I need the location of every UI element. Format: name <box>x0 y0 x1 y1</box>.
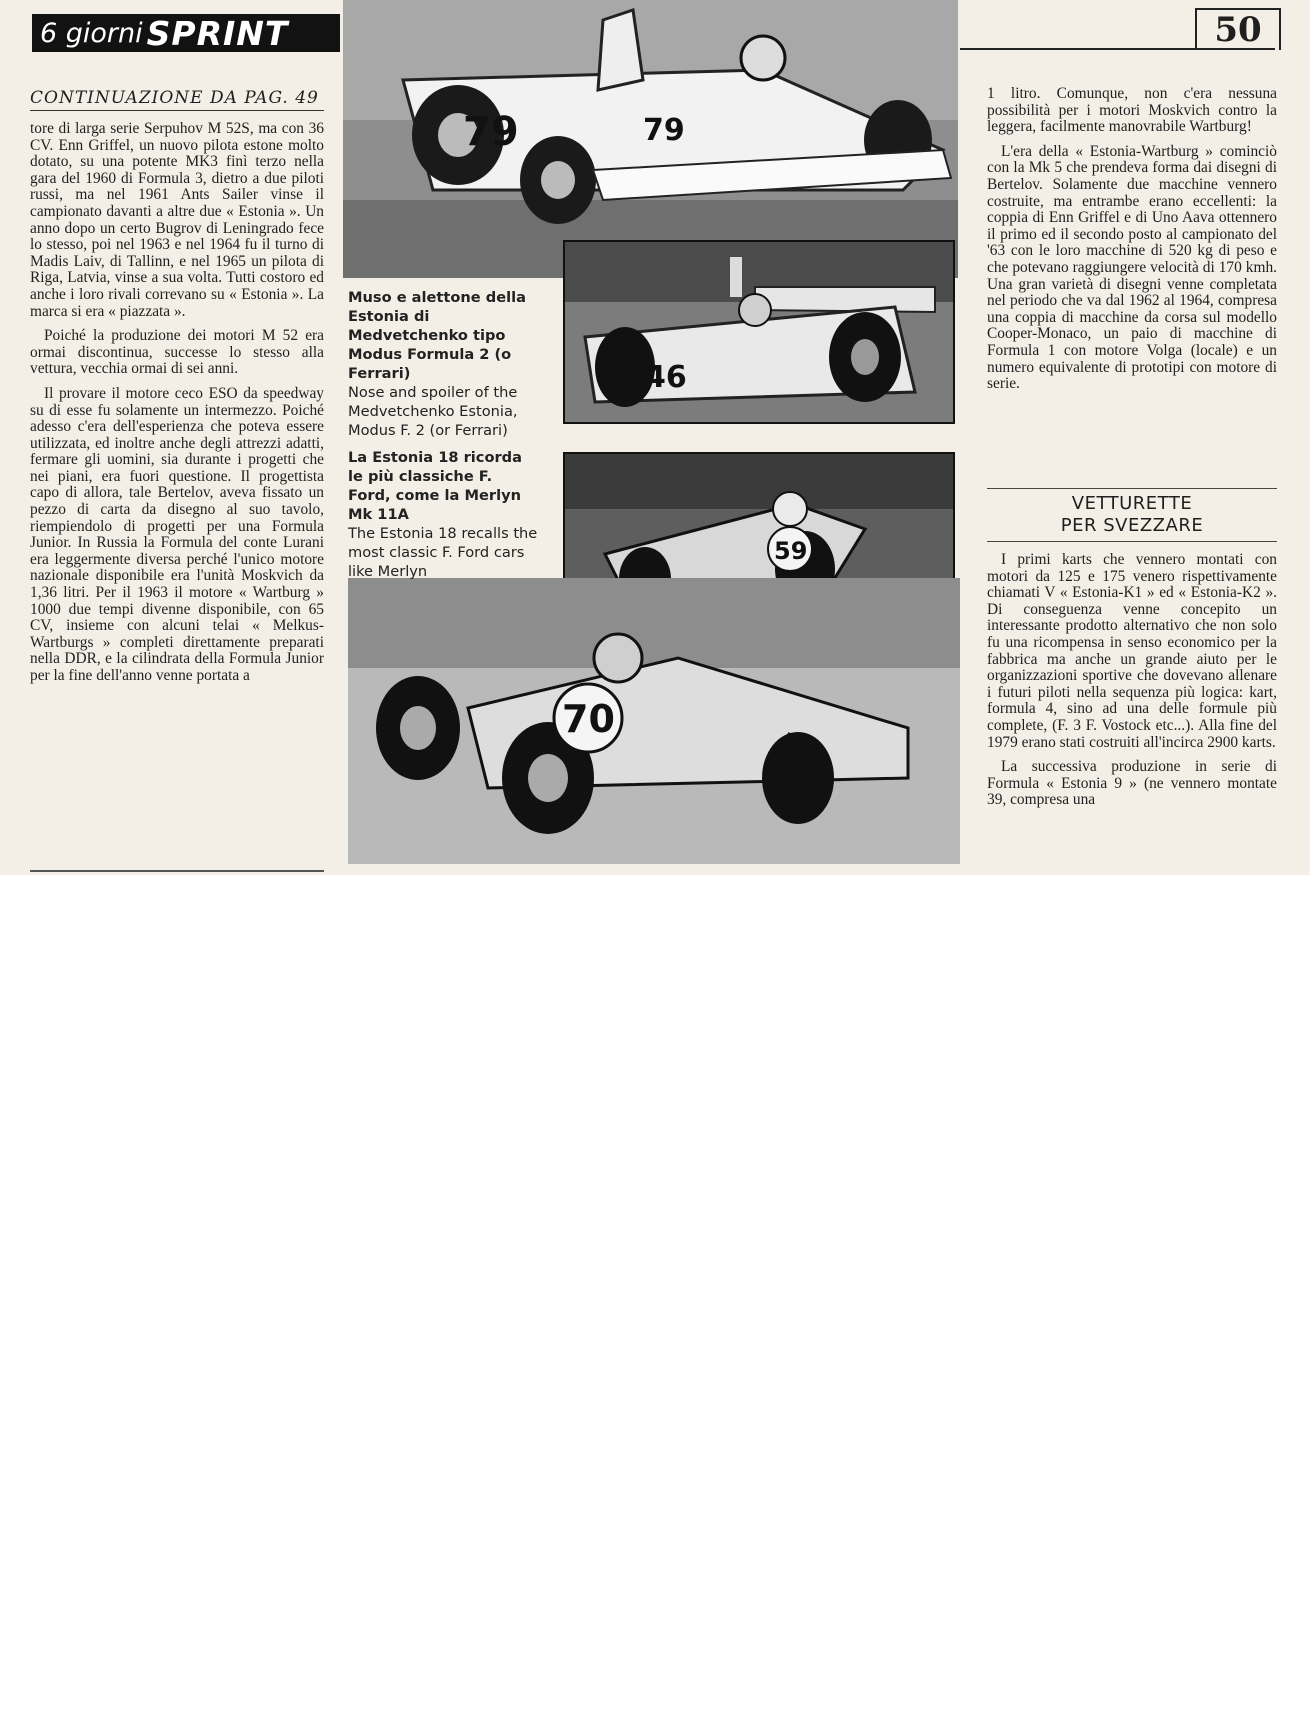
paragraph: Il provare il motore ceco ESO da speedway su di esse fu solamente un intermezzo. Poiché adesso c'era dell'esperienza che poteva essere utilizzata, ed inoltre anche degli attrezzi adatti, fermare gli uomini, sia durante i progetti che nei piani, era fuori questione. Il progettista capo di allora, tale Bertelov, aveva fissato un pezzo di carta da disegno al suo tavolo, riempiendolo di progetti per una Formula Junior. In Russia la Formula del conte Lurani era leggermente diversa perché l'unico motore nazionale disponibile era l'unità Moskvich da 1,36 litri. Per il 1963 il motore « Wartburg » 1000 due tempi divenne disponibile, con 65 CV, insieme con alcuni telai « Melkus-Wartburgs » completi direttamente preparati nella DDR, e la cilindrata della Formula Junior per la fine dell'anno venne portata a <box>30 384 324 684</box>
paragraph: tore di larga serie Serpuhov M 52S, ma con 36 CV. Enn Griffel, un nuovo pilota estone molto dotato, su una potente MK3 finì terzo nella gara del 1960 di Formula 3, dietro a due piloti russi, ma nel 1961 Ants Sailer vinse il campionato davanti a altre due « Estonia ». Un anno dopo un certo Bugrov di Leningrado fece lo stesso, poi nel 1963 e nel 1964 fu il turno di Madis Laiv, di Tallinn, e nel 1965 un pilota di Riga, Latvia, vinse a sua volta. Tutti costoro ed anche i loro rivali correvano su « Estonia ». La marca si era « piazzata ». <box>30 120 324 320</box>
car-number: 79 <box>463 109 519 155</box>
caption-photo-59 <box>348 448 538 581</box>
masthead-italic: 6 giorni <box>40 17 143 49</box>
column-left <box>30 121 324 693</box>
section-heading-line: VETTURETTE <box>1071 493 1193 514</box>
car-number: 46 <box>645 360 687 395</box>
car-number: 79 <box>643 113 685 148</box>
column-bottom-rule <box>30 870 324 872</box>
continuation-label: CONTINUAZIONE DA PAG. 49 <box>30 88 324 111</box>
section-heading-line: PER SVEZZARE <box>1060 515 1204 536</box>
car-number: 70 <box>562 697 615 741</box>
section-rule <box>987 488 1277 489</box>
paragraph: 1 litro. Comunque, non c'era nessuna possibilità per i motori Moskvich contro la leggera, facilmente manovrabile Wartburg! <box>987 85 1277 136</box>
column-right-section <box>987 552 1277 817</box>
caption-italian: La Estonia 18 ricorda le più classiche F. Ford, come la Merlyn Mk 11A <box>348 449 522 523</box>
caption-photo-46 <box>348 288 536 440</box>
photo-car-70 <box>348 578 960 864</box>
masthead <box>32 14 340 52</box>
car-number: 70 <box>774 727 821 772</box>
paragraph: Poiché la produzione dei motori M 52 era ormai discontinua, successe lo stesso alla vettura, vecchia ormai di sei anni. <box>30 327 324 378</box>
photo-car-46 <box>563 240 955 424</box>
section-heading <box>987 493 1277 537</box>
caption-italian: Muso e alettone della Estonia di Medvetchenko tipo Modus Formula 2 (o Ferrari) <box>348 289 526 382</box>
photo-car-79 <box>343 0 958 278</box>
section-rule <box>987 541 1277 542</box>
column-right <box>987 86 1277 401</box>
caption-english: The Estonia 18 recalls the most classic F. Ford cars like Merlyn <box>348 525 538 580</box>
paragraph: La successiva produzione in serie di Formula « Estonia 9 » (ne vennero montate 39, compresa una <box>987 758 1277 809</box>
paragraph: L'era della « Estonia-Wartburg » cominciò con la Mk 5 che prendeva forma dai disegni di Bertelov. Solamente due macchine vennero costruite, ma entrambe erano eccellenti: la coppia di Enn Griffel e di Uno Aava ottennero il primo ed il secondo posto al campionato del '63 con le loro macchine di 520 kg di peso e che potevano raggiungere velocità di 170 kmh. Una gran varietà di disegni venne completata nel periodo che va dal 1962 al 1964, compresa una coppia di macchine da corsa sul modello Cooper-Monaco, un paio di macchine di Formula 1 con motore Volga (locale) e un numero equivalente di prototipi con motore di serie. <box>987 142 1277 393</box>
caption-english: Nose and spoiler of the Medvetchenko Estonia, Modus F. 2 (or Ferrari) <box>348 384 518 439</box>
car-number: 59 <box>774 537 808 565</box>
paragraph: I primi karts che vennero montati con motori da 125 e 175 venero rispettivamente chiamati V « Estonia-K1 » ed « Estonia-K2 ». Di conseguenza venne concepito un interessante prodotto alternativo che non solo fu una ricompensa in senso economico per la fabbrica ma anche un grande aiuto per le organizzazioni sportive che dovevano allenare i futuri piloti nella sequenza più logica: kart, formula 4, sino ad una delle formule più complete, (F. 3 F. Vostock etc...). Alla fine del 1979 erano stati costruiti all'incirca 2900 karts. <box>987 551 1277 751</box>
masthead-bold: SPRINT <box>146 13 289 53</box>
page-number: 50 <box>1195 8 1281 50</box>
